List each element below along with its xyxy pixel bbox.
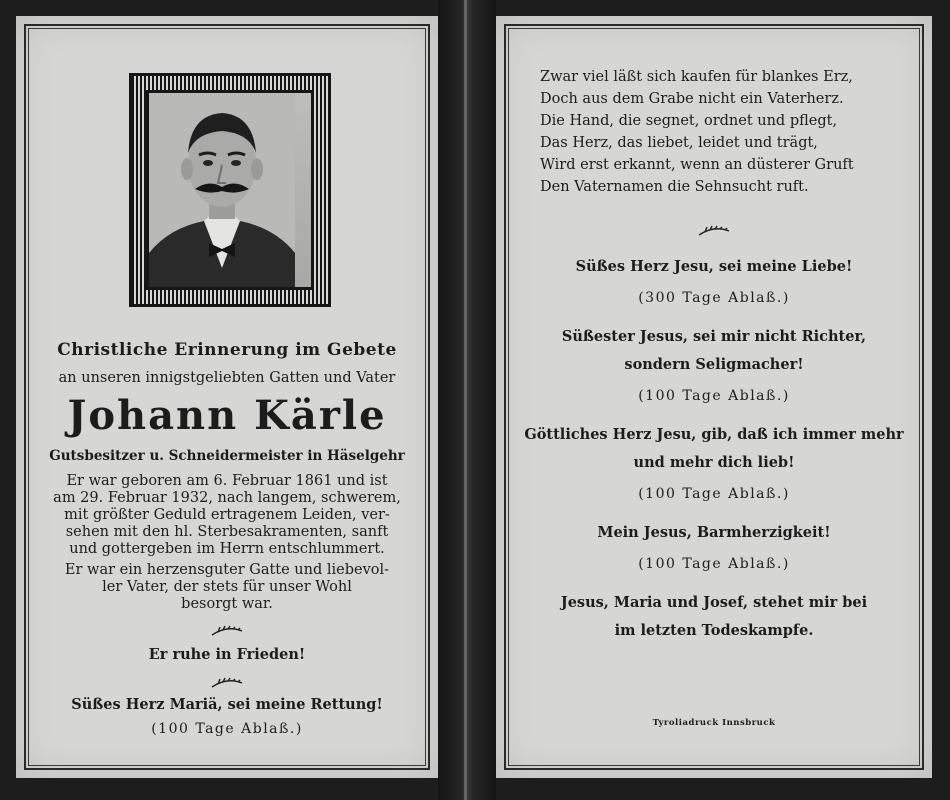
indulgence-1: (300 Tage Ablaß.) — [638, 290, 790, 306]
occupation: Gutsbesitzer u. Schneidermeister in Häselgehr — [49, 448, 405, 464]
prayer-mary: Süßes Herz Mariä, sei meine Rettung! — [71, 696, 383, 713]
prayer-4: Mein Jesus, Barmherzigkeit! — [597, 524, 831, 541]
prayer-1: Süßes Herz Jesu, sei meine Liebe! — [575, 258, 853, 275]
portrait-frame — [129, 73, 331, 307]
poem-line: Das Herz, das liebet, leidet und trägt, — [540, 135, 818, 151]
deceased-name: Johann Kärle — [67, 392, 387, 439]
bio-line: mit größter Geduld ertragenem Leiden, ver- — [64, 507, 390, 523]
right-card — [496, 16, 932, 778]
prayer-5-line1: Jesus, Maria und Josef, stehet mir bei — [560, 594, 868, 611]
poem-line: Doch aus dem Grabe nicht ein Vaterherz. — [540, 91, 844, 107]
biography — [16, 473, 438, 558]
bio-line: Er war geboren am 6. Februar 1861 und ist — [66, 473, 388, 489]
portrait-photo — [146, 90, 314, 290]
fold-crease — [464, 0, 467, 800]
poem-line: Den Vaternamen die Sehnsucht ruft. — [540, 179, 809, 195]
bio-line: am 29. Februar 1932, nach langem, schwerem, — [53, 490, 401, 506]
card-fold — [438, 0, 496, 800]
poem-line: Wird erst erkannt, wenn an düsterer Gruft — [540, 157, 854, 173]
bio-line: sehen mit den hl. Sterbesakramenten, sanft — [65, 524, 389, 540]
poem-line: Die Hand, die segnet, ordnet und pflegt, — [540, 113, 838, 129]
indulgence-3: (100 Tage Ablaß.) — [638, 486, 790, 502]
prayer-3-line1: Göttliches Herz Jesu, gib, daß ich immer mehr — [524, 426, 904, 443]
ornament-left-1 — [16, 622, 438, 641]
poem — [540, 66, 902, 198]
poem-line: Zwar viel läßt sich kaufen für blankes Erz, — [540, 69, 853, 85]
palm-branch-icon — [210, 677, 244, 689]
tribute-line: Er war ein herzensguter Gatte und liebevol- — [64, 562, 390, 578]
indulgence-4: (100 Tage Ablaß.) — [638, 556, 790, 572]
portrait-man-icon — [149, 93, 295, 287]
palm-branch-icon — [210, 625, 244, 637]
ornament-right — [496, 222, 932, 241]
prayer-2-line1: Süßester Jesus, sei mir nicht Richter, — [561, 328, 867, 345]
tribute — [16, 562, 438, 613]
prayer-5-line2: im letzten Todeskampfe. — [614, 622, 814, 639]
indulgence-2: (100 Tage Ablaß.) — [638, 388, 790, 404]
printer-credit: Tyroliadruck Innsbruck — [652, 718, 776, 728]
bio-line: und gottergeben im Herrn entschlummert. — [69, 541, 385, 557]
memorial-heading: Christliche Erinnerung im Gebete — [57, 340, 397, 360]
palm-branch-icon — [697, 225, 731, 237]
ornament-left-2 — [16, 674, 438, 693]
prayer-2-line2: sondern Seligmacher! — [624, 356, 804, 373]
prayer-3-line2: und mehr dich lieb! — [633, 454, 795, 471]
tribute-line: besorgt war. — [181, 596, 273, 612]
tribute-line: ler Vater, der stets für unser Wohl — [102, 579, 352, 595]
memorial-subheading: an unseren innigstgeliebten Gatten und Vater — [58, 370, 396, 386]
indulgence-mary: (100 Tage Ablaß.) — [151, 721, 303, 737]
left-card — [16, 16, 438, 778]
rest-in-peace: Er ruhe in Frieden! — [148, 646, 306, 663]
